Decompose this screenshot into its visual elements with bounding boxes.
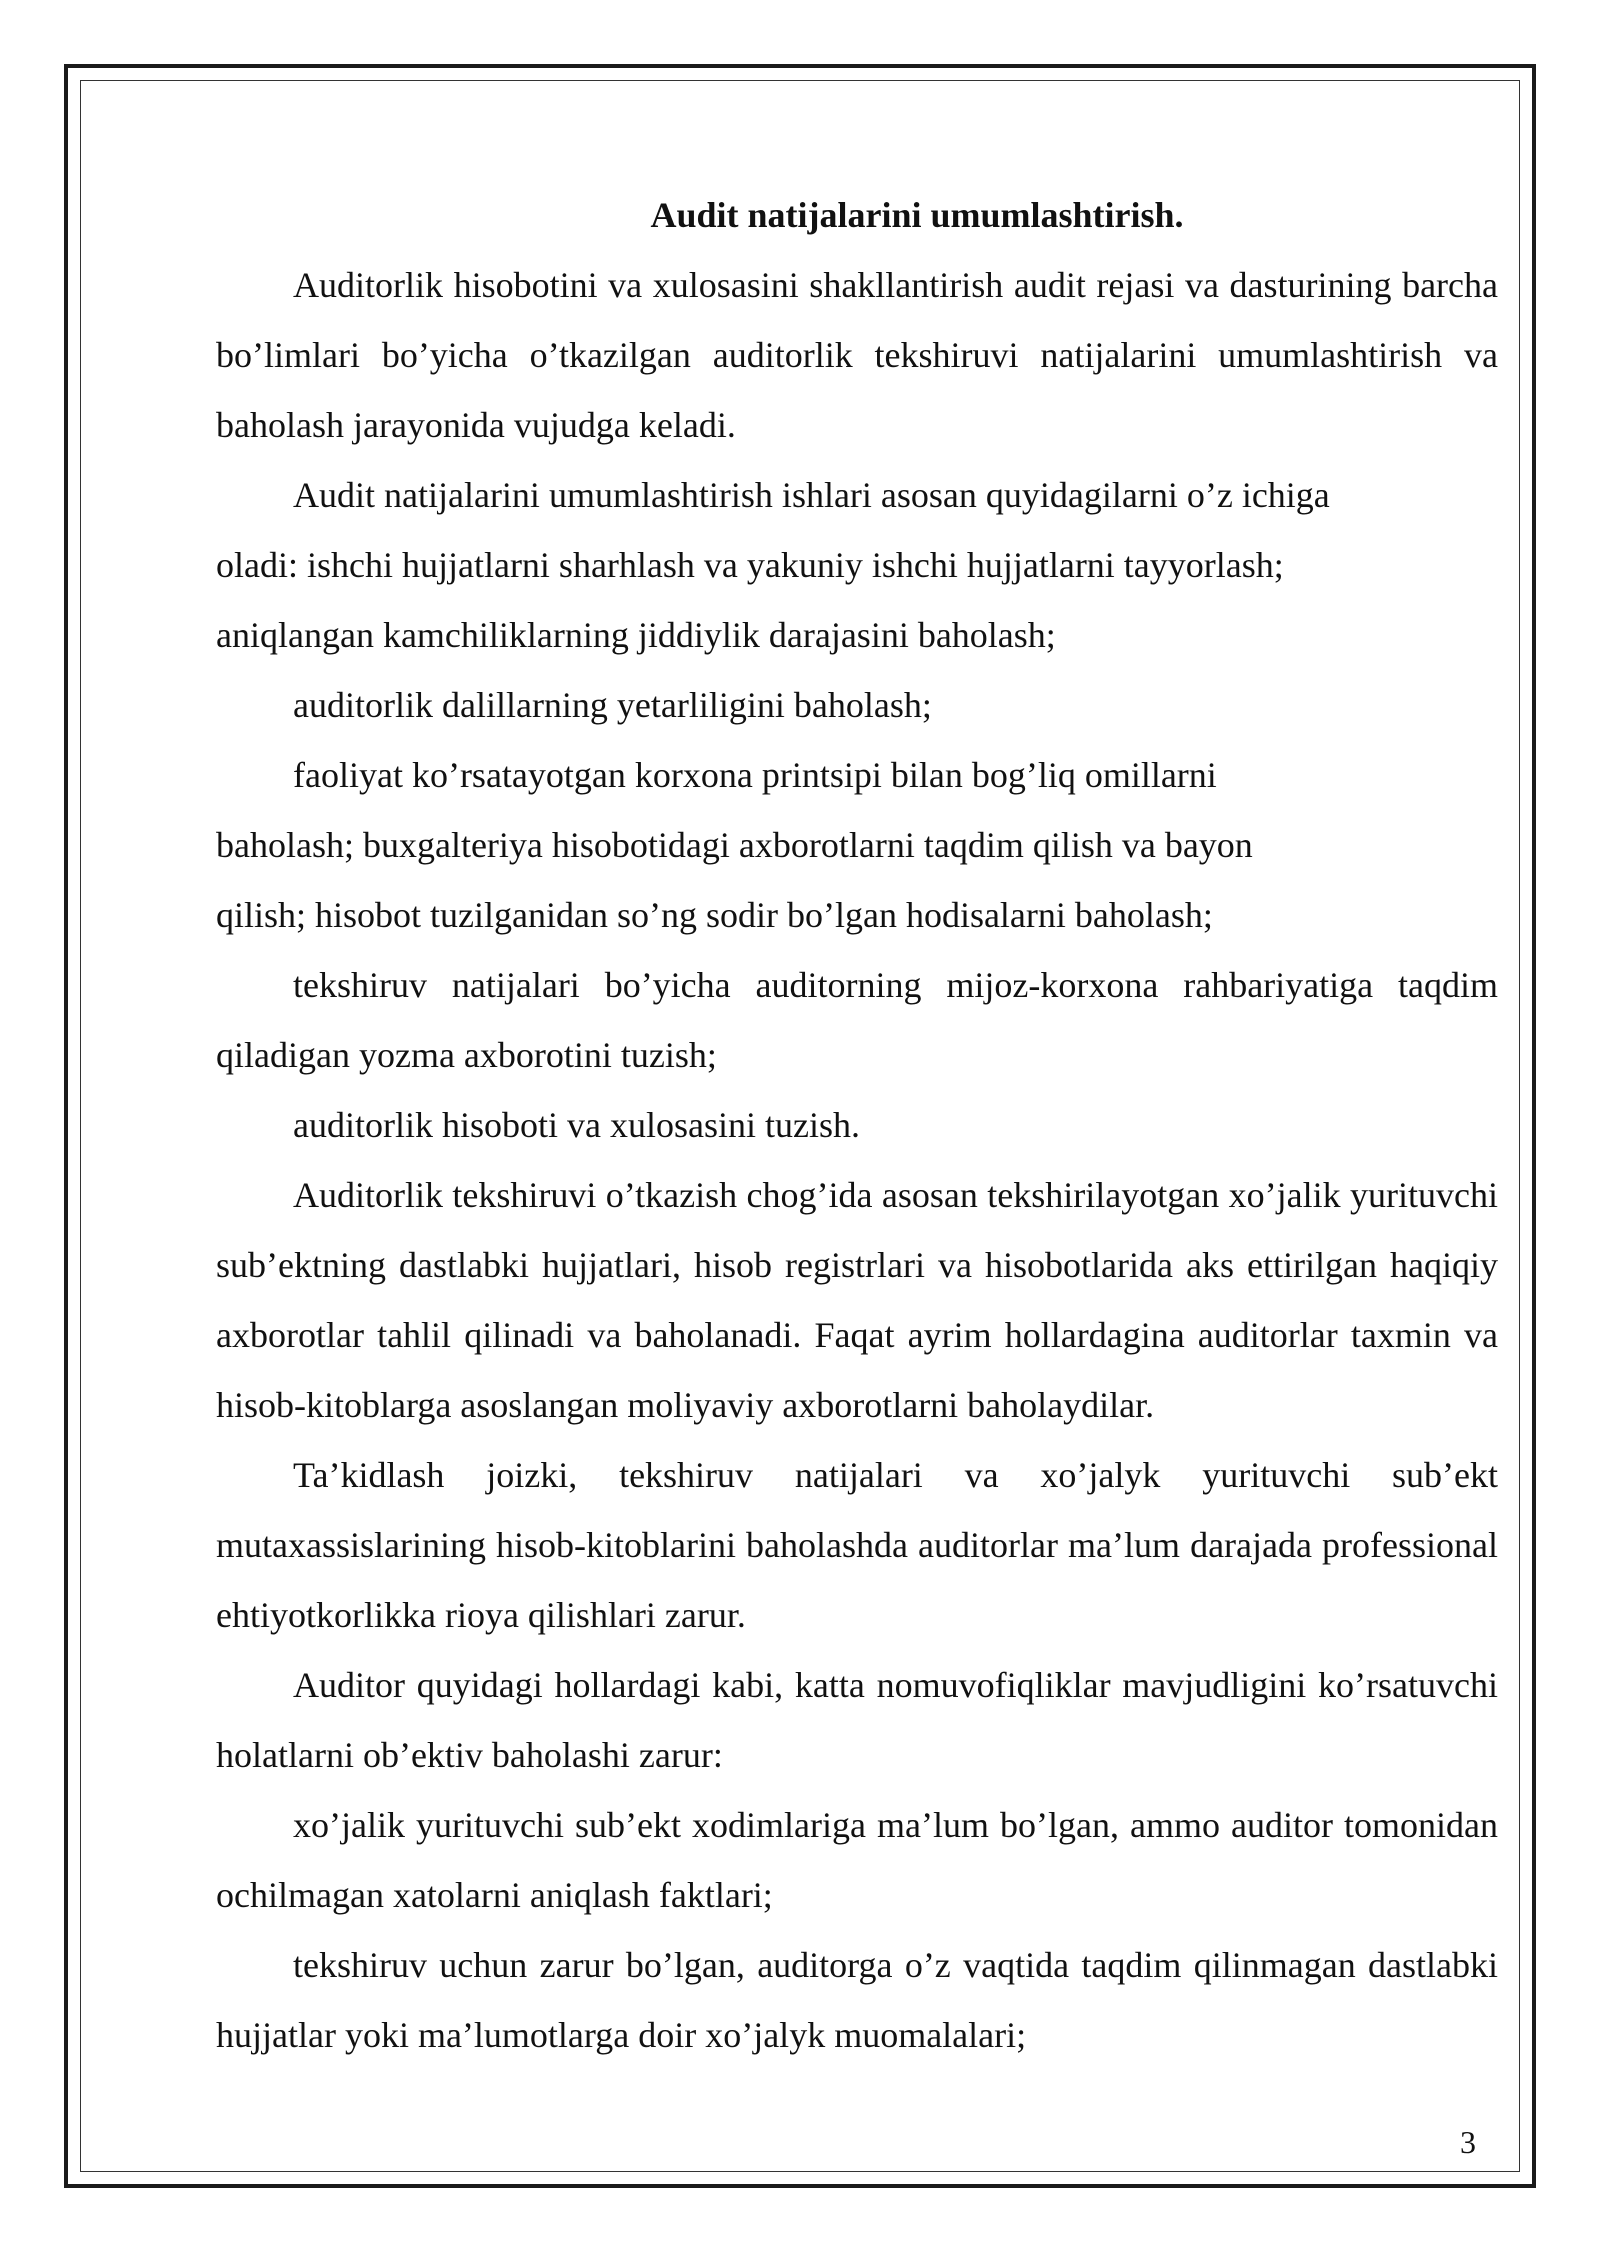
- paragraph-10: xo’jalik yurituvchi sub’ekt xodimlariga ma’lum bo’lgan, ammo auditor tomonidan ochilmagan xatolarni aniqlash faktlari;: [216, 1805, 1498, 1915]
- paragraph-2-line-2: oladi: ishchi hujjatlarni sharhlash va yakuniy ishchi hujjatlarni tayyorlash;: [216, 545, 1284, 585]
- paragraph-4-line-2: baholash; buxgalteriya hisobotidagi axborotlarni taqdim qilish va bayon: [216, 825, 1253, 865]
- paragraph-4-line-1: faoliyat ko’rsatayotgan korxona printsipi bilan bog’liq omillarni: [293, 755, 1217, 795]
- paragraph-11: tekshiruv uchun zarur bo’lgan, auditorga o’z vaqtida taqdim qilinmagan dastlabki hujjatlar yoki ma’lumotlarga doir xo’jalyk muomalalari;: [216, 1945, 1498, 2055]
- paragraph-3: auditorlik dalillarning yetarliligini baholash;: [293, 685, 932, 725]
- paragraph-9: Auditor quyidagi hollardagi kabi, katta nomuvofiqliklar mavjudligini ko’rsatuvchi holatlarni ob’ektiv baholashi zarur:: [216, 1665, 1498, 1775]
- page-number: 3: [1460, 2124, 1476, 2160]
- document-body: [216, 180, 1498, 2070]
- paragraph-2-line-3: aniqlangan kamchiliklarning jiddiylik darajasini baholash;: [216, 615, 1056, 655]
- paragraph-1: Auditorlik hisobotini va xulosasini shakllantirish audit rejasi va dasturining barcha bo’limlari bo’yicha o’tkazilgan auditorlik tekshiruvi natijalarini umumlashtirish va baholash jarayonida vujudga keladi.: [216, 265, 1498, 445]
- paragraph-6: auditorlik hisoboti va xulosasini tuzish.: [293, 1105, 860, 1145]
- paragraph-4: [216, 740, 1498, 950]
- paragraph-5: tekshiruv natijalari bo’yicha auditorning mijoz-korxona rahbariyatiga taqdim qiladigan yozma axborotini tuzish;: [216, 965, 1498, 1075]
- paragraph-2: [216, 460, 1498, 670]
- paragraph-2-line-1: Audit natijalarini umumlashtirish ishlari asosan quyidagilarni o’z ichiga: [293, 475, 1330, 515]
- paragraph-4-line-3: qilish; hisobot tuzilganidan so’ng sodir bo’lgan hodisalarni baholash;: [216, 895, 1213, 935]
- paragraph-8: Ta’kidlash joizki, tekshiruv natijalari va xo’jalyk yurituvchi sub’ekt mutaxassislarining hisob-kitoblarini baholashda auditorlar ma’lum darajada professional ehtiyotkorlikka rioya qilishlari zarur.: [216, 1455, 1498, 1635]
- paragraph-7: Auditorlik tekshiruvi o’tkazish chog’ida asosan tekshirilayotgan xo’jalik yurituvchi sub’ektning dastlabki hujjatlari, hisob registrlari va hisobotlarida aks ettirilgan haqiqiy axborotlar tahlil qilinadi va baholanadi. Faqat ayrim hollardagina auditorlar taxmin va hisob-kitoblarga asoslangan moliyaviy axborotlarni baholaydilar.: [216, 1175, 1498, 1425]
- document-title: Audit natijalarini umumlashtirish.: [650, 195, 1184, 235]
